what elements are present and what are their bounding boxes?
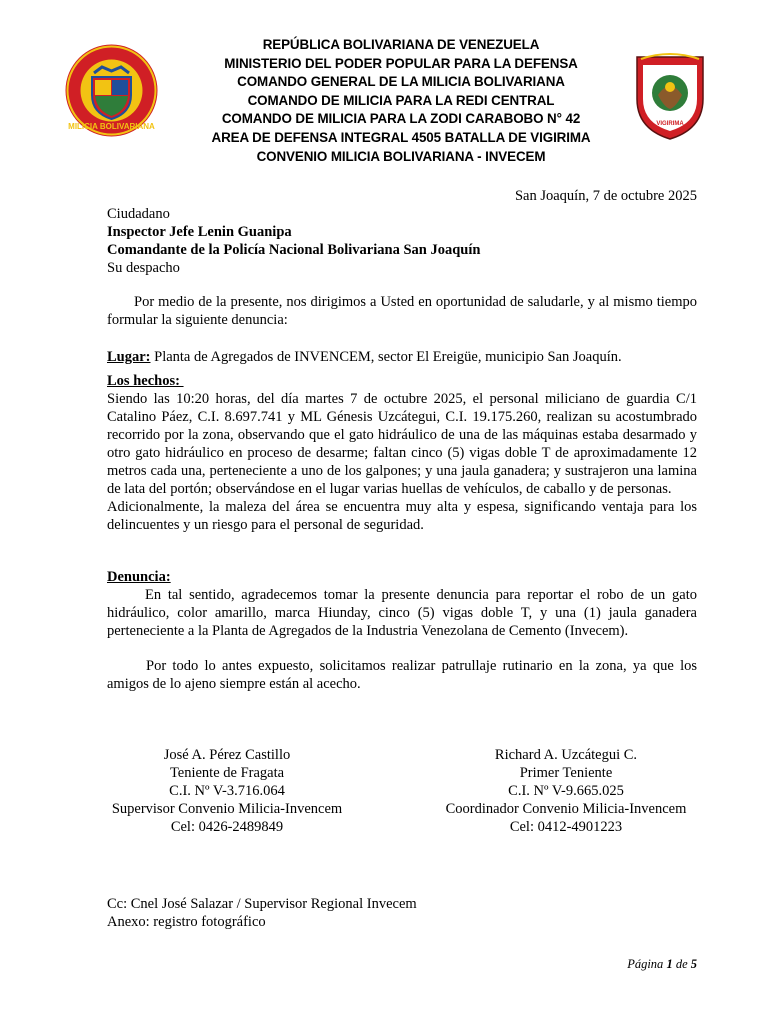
- signer-phone: Cel: 0426-2489849: [170, 819, 284, 835]
- letter-date: San Joaquín, 7 de octubre 2025: [514, 188, 697, 204]
- header-line: CONVENIO MILICIA BOLIVARIANA - INVECEM: [256, 148, 546, 164]
- hechos-additional: Adicionalmente, la maleza del área se encuentra muy alta y espesa, significando ventaja para los delincuentes y un riesgo para el personal de seguridad.: [107, 499, 697, 533]
- lugar-label: Lugar:: [107, 349, 151, 365]
- closing-paragraph: Por todo lo antes expuesto, solicitamos realizar patrullaje rutinario en la zona, ya que los amigos de lo ajeno siempre están al acecho.: [107, 658, 697, 692]
- cc-line: Cc: Cnel José Salazar / Supervisor Regional Invecem: [107, 896, 417, 912]
- header-line: REPÚBLICA BOLIVARIANA DE VENEZUELA: [262, 37, 540, 52]
- svg-text:MILICIA BOLIVARIANA: MILICIA BOLIVARIANA: [68, 122, 155, 131]
- footer-notes: [107, 895, 697, 931]
- lugar-paragraph: [107, 348, 697, 366]
- signer-name: Richard A. Uzcátegui C.: [494, 747, 638, 763]
- recipient-name: Inspector Jefe Lenin Guanipa: [107, 224, 292, 240]
- hechos-text: Siendo las 10:20 horas, del día martes 7 de octubre 2025, el personal miliciano de guardia C/1 Catalino Páez, C.I. 8.697.741 y ML Génesis Uzcátegui, C.I. 19.175.260, realizan su acostumbrado recorrido por la zona, observando que el gato hidráulico de una de las máquinas estaba desarmado y otro gato hidráulico en proceso de desarme; faltan cinco (5) vigas doble T de aproximadamente 12 metros cada una, perteneciente a uno de los galpones; y una jaula ganadera; y sustrajeron una lamina de lata del portón; observándose en el lugar varias huellas de vehículos, de caballo y de personas.: [107, 391, 697, 497]
- anexo-line: Anexo: registro fotográfico: [107, 914, 266, 930]
- area-defensa-integral-logo: [631, 47, 709, 142]
- page-number: Página 1 de 5: [627, 957, 697, 971]
- denuncia-section: [107, 568, 697, 640]
- header-line: COMANDO GENERAL DE LA MILICIA BOLIVARIANA: [237, 74, 565, 90]
- milicia-bolivariana-logo: [64, 43, 159, 138]
- header-line: AREA DE DEFENSA INTEGRAL 4505 BATALLA DE VIGIRIMA: [211, 129, 591, 145]
- recipient-block: [107, 205, 697, 277]
- letterhead: [200, 36, 602, 166]
- header-line: COMANDO DE MILICIA PARA LA REDI CENTRAL: [247, 92, 555, 108]
- signer-role: Supervisor Convenio Milicia-Invencem: [111, 801, 343, 817]
- lugar-text: Planta de Agregados de INVENCEM, sector El Ereigüe, municipio San Joaquín.: [150, 349, 622, 365]
- signer-role: Coordinador Convenio Milicia-Invencem: [445, 801, 687, 817]
- intro-paragraph: Por medio de la presente, nos dirigimos a Usted en oportunidad de saludarle, y al mismo tiempo formular la siguiente denuncia:: [107, 294, 697, 328]
- denuncia-label: Denuncia:: [107, 569, 171, 585]
- signer-ci: C.I. Nº V-9.665.025: [508, 783, 624, 799]
- signature-block-right: [416, 746, 716, 836]
- signer-rank: Primer Teniente: [519, 765, 613, 781]
- recipient-office: Su despacho: [107, 260, 180, 276]
- recipient-position: Comandante de la Policía Nacional Bolivariana San Joaquín: [107, 242, 481, 258]
- signer-ci: C.I. Nº V-3.716.064: [169, 783, 285, 799]
- signer-rank: Teniente de Fragata: [169, 765, 285, 781]
- header-line: MINISTERIO DEL PODER POPULAR PARA LA DEFENSA: [224, 55, 578, 71]
- hechos-section: [107, 372, 697, 534]
- signer-name: José A. Pérez Castillo: [163, 747, 291, 763]
- hechos-label: Los hechos:: [107, 373, 184, 389]
- header-line: COMANDO DE MILICIA PARA LA ZODI CARABOBO N° 42: [221, 111, 581, 127]
- denuncia-text: En tal sentido, agradecemos tomar la presente denuncia para reportar el robo de un gato hidráulico, color amarillo, marca Hiunday, cinco (5) vigas doble T, y una (1) jaula ganadera perteneciente a la Planta de Agregados de la Industria Venezolana de Cemento (Invecem).: [107, 587, 697, 639]
- svg-text:VIGIRIMA: VIGIRIMA: [656, 121, 684, 127]
- signer-phone: Cel: 0412-4901223: [509, 819, 623, 835]
- recipient-salutation: Ciudadano: [107, 206, 170, 222]
- signature-block-left: [77, 746, 377, 836]
